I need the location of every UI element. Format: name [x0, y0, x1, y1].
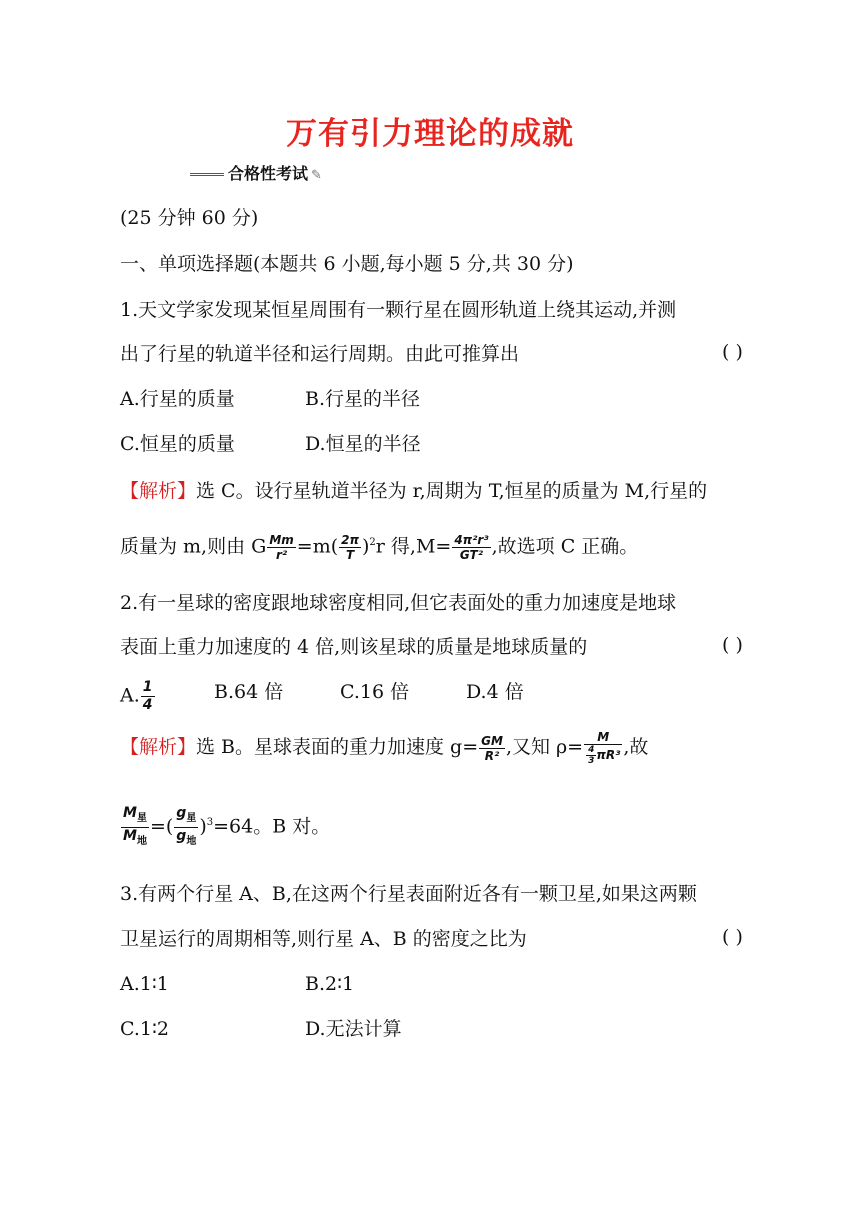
section-heading: 一、单项选择题(本题共 6 小题,每小题 5 分,共 30 分): [120, 253, 574, 275]
fraction-numerator: [121, 805, 149, 828]
symbol: g: [176, 805, 187, 821]
q1-option-d: D.恒星的半径: [305, 433, 421, 455]
q2-analysis-line1: [120, 730, 648, 766]
pencil-icon: ✎: [311, 168, 322, 183]
q2-option-a-label: A.: [120, 684, 140, 707]
fraction-numerator: M: [584, 730, 622, 745]
q3-option-c: C.1∶2: [120, 1018, 170, 1040]
q1-stem-line2: 出了行星的轨道半径和运行周期。由此可推算出: [120, 343, 520, 365]
q2-option-d: D.4 倍: [466, 681, 524, 703]
fraction-denominator: [584, 745, 622, 766]
symbol: M: [123, 805, 137, 821]
superscript: 3: [206, 816, 214, 828]
q1-analysis-part-a: 质量为 m,则由 G: [120, 535, 267, 558]
q3-answer-paren: ( ): [722, 926, 743, 948]
q2-analysis-part-c: ,故: [623, 736, 649, 758]
time-score: (25 分钟 60 分): [120, 207, 259, 229]
fraction-numerator: [174, 805, 198, 828]
q2-stem-line2: 表面上重力加速度的 4 倍,则该星球的质量是地球质量的: [120, 636, 588, 658]
q3-stem-line2: 卫星运行的周期相等,则行星 A、B 的密度之比为: [120, 928, 527, 950]
subscript: 星: [136, 812, 147, 824]
q1-answer-paren: ( ): [722, 341, 743, 363]
fraction-denominator: r²: [275, 547, 288, 562]
q1-stem-line1: 1.天文学家发现某恒星周围有一颗行星在圆形轨道上绕其运动,并测: [120, 299, 677, 321]
subscript: 地: [186, 835, 197, 847]
q2-analysis-close: ): [199, 815, 207, 838]
q1-analysis-line1: [120, 478, 707, 504]
fraction-denominator: R²: [484, 748, 500, 763]
subtitle-text: 合格性考试: [228, 164, 309, 183]
subscript: 星: [186, 812, 197, 824]
formula-fraction: [141, 679, 155, 714]
fraction-denominator: GT²: [459, 547, 484, 562]
q2-option-b: B.64 倍: [214, 681, 284, 703]
q2-analysis-result: =64。B 对。: [213, 815, 331, 838]
formula-fraction: [267, 533, 295, 562]
fraction-numerator: 4: [588, 745, 595, 755]
q2-option-c: C.16 倍: [340, 681, 410, 703]
fraction-denominator-rest: πR³: [596, 748, 621, 762]
formula-fraction: [452, 533, 490, 562]
q2-option-a: [120, 679, 156, 714]
q3-option-a: A.1∶1: [120, 973, 169, 995]
q1-analysis-part-c: ): [361, 535, 370, 558]
q1-analysis-text: 选 C。设行星轨道半径为 r,周期为 T,恒星的质量为 M,行星的: [196, 480, 708, 502]
q1-option-a: A.行星的质量: [120, 388, 235, 410]
analysis-tag: 【解析】: [120, 736, 197, 758]
analysis-tag: 【解析】: [120, 480, 197, 502]
fraction-numerator: 4π²r³: [454, 532, 489, 547]
fraction-denominator: 4: [142, 697, 153, 713]
q2-analysis-eq-open: =(: [149, 815, 174, 838]
q2-stem-line1: 2.有一星球的密度跟地球密度相同,但它表面处的重力加速度是地球: [120, 592, 677, 614]
q2-analysis-part-a: 选 B。星球表面的重力加速度 g=: [196, 736, 479, 758]
superscript: 2: [369, 537, 376, 548]
fraction-numerator: 1: [142, 679, 153, 695]
formula-fraction: [339, 533, 361, 562]
fraction-numerator: Mm: [269, 532, 294, 547]
symbol: M: [123, 827, 137, 844]
formula-fraction: [174, 805, 198, 850]
fraction-denominator: 3: [588, 756, 595, 766]
inner-fraction: [586, 745, 596, 766]
q1-option-c: C.恒星的质量: [120, 433, 235, 455]
q1-analysis-part-e: ,故选项 C 正确。: [491, 535, 639, 558]
symbol: g: [176, 827, 187, 844]
q2-analysis-line2: [120, 805, 330, 850]
q3-option-b: B.2∶1: [305, 973, 355, 995]
q1-analysis-part-b: =m(: [296, 535, 339, 558]
q1-option-b: B.行星的半径: [305, 388, 421, 410]
q2-answer-paren: ( ): [722, 634, 743, 656]
double-dash-decoration: [190, 173, 224, 176]
formula-fraction: [584, 730, 622, 766]
fraction-numerator: GM: [481, 733, 503, 748]
fraction-denominator: T: [345, 547, 355, 562]
q1-analysis-part-d: r 得,M=: [375, 535, 452, 558]
q3-stem-line1: 3.有两个行星 A、B,在这两个行星表面附近各有一颗卫星,如果这两颗: [120, 883, 697, 905]
q2-analysis-part-b: ,又知 ρ=: [505, 736, 584, 758]
page-title: 万有引力理论的成就: [286, 116, 574, 152]
q3-option-d: D.无法计算: [305, 1018, 402, 1040]
subscript: 地: [136, 835, 147, 847]
formula-fraction: [479, 734, 505, 763]
formula-fraction: [121, 805, 149, 850]
subtitle: [190, 161, 322, 184]
fraction-denominator: [174, 828, 198, 850]
q1-analysis-line2: [120, 530, 638, 562]
fraction-denominator: [121, 828, 149, 850]
fraction-numerator: 2π: [341, 532, 359, 547]
